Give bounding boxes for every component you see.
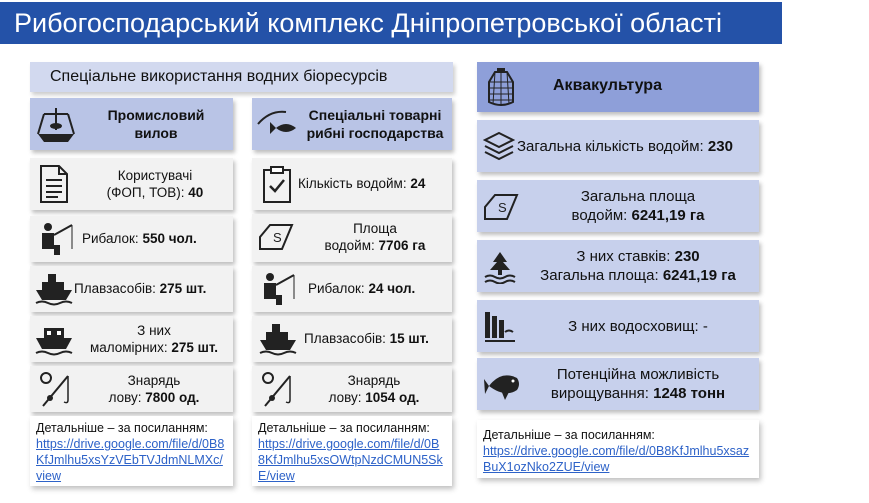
users-card xyxy=(30,158,233,210)
users-value: 40 xyxy=(188,185,204,200)
aquaculture-title: Аквакультура xyxy=(553,77,662,94)
industrial-link[interactable]: https://drive.google.com/file/d/0B8KfJmlhu5xsYzVEbTVJdmNLMXc/view xyxy=(36,437,225,483)
fishing-rod-icon xyxy=(38,370,74,408)
fishers-card xyxy=(30,216,233,262)
small-vessels-value: 275 шт. xyxy=(171,340,219,355)
special-farms-card xyxy=(252,98,452,150)
vessels-label: Плавзасобів: xyxy=(74,281,156,296)
industrial-link-box xyxy=(30,416,233,486)
ship-icon xyxy=(258,322,298,356)
industrial-fishing-title: Промисловий вилов xyxy=(107,107,205,141)
farms-link-box xyxy=(252,416,452,486)
layers-icon xyxy=(483,130,515,162)
gear-label: Знарядь xyxy=(127,373,181,388)
total-area-label: Загальна площа xyxy=(580,188,696,205)
farms-fishers-value: 24 чол. xyxy=(368,281,416,296)
fishers-value: 550 чол. xyxy=(142,231,197,246)
aquaculture-link-box xyxy=(477,420,759,478)
fisherman-icon xyxy=(258,271,298,307)
small-boat-icon xyxy=(34,322,74,356)
vessels-value: 275 шт. xyxy=(159,281,207,296)
ponds-area-value: 6241,19 га xyxy=(662,267,736,284)
ponds-area-label: Загальна площа: xyxy=(540,267,659,284)
farms-fishers-card xyxy=(252,266,452,312)
farms-area-label2: водойм: xyxy=(324,238,375,253)
ponds-count-label: Кількість водойм: xyxy=(298,176,407,191)
ponds-count-value: 24 xyxy=(410,176,426,191)
total-ponds-card xyxy=(477,120,759,172)
total-ponds-value: 230 xyxy=(707,138,733,155)
total-area-card xyxy=(477,180,759,232)
ponds-value: 230 xyxy=(674,248,700,265)
fishers-label: Рибалок: xyxy=(82,231,139,246)
small-vessels-label: З них xyxy=(137,323,171,338)
document-icon xyxy=(38,164,70,204)
reservoirs-label: З них водосховищ: - xyxy=(568,318,708,335)
industrial-more-text: Детальніше – за посиланням: xyxy=(36,421,208,435)
aquaculture-more-text: Детальніше – за посиланням: xyxy=(483,428,655,442)
dam-icon xyxy=(483,310,517,344)
ponds-count-card xyxy=(252,158,452,210)
industrial-fishing-card xyxy=(30,98,233,150)
gear-label2: лову: xyxy=(108,390,142,405)
reservoirs-card xyxy=(477,300,759,352)
farms-link[interactable]: https://drive.google.com/file/d/0B8KfJmlhu5xsOWtpNzdCMUN5SkE/view xyxy=(258,437,443,483)
fish-icon xyxy=(483,368,523,402)
fishing-boat-icon xyxy=(34,104,78,144)
potential-label2: вирощування: xyxy=(550,385,649,402)
ship-icon xyxy=(34,272,74,306)
farms-gear-card xyxy=(252,366,452,412)
farms-gear-label: Знарядь xyxy=(347,373,401,388)
area-icon xyxy=(483,192,519,222)
gear-value: 7800 од. xyxy=(145,390,200,405)
svg-text:S: S xyxy=(498,200,507,215)
fishing-rod-icon xyxy=(260,370,296,408)
ponds-label: З них ставків: xyxy=(576,248,671,265)
farms-fishers-label: Рибалок: xyxy=(308,281,365,296)
users-sub: (ФОП, ТОВ): xyxy=(106,185,185,200)
total-area-label2: водойм: xyxy=(571,207,628,224)
farms-vessels-label: Плавзасобів: xyxy=(304,331,386,346)
farms-vessels-value: 15 шт. xyxy=(389,331,429,346)
aquaculture-link[interactable]: https://drive.google.com/file/d/0B8KfJmlhu5xsazBuX1ozNko2ZUE/view xyxy=(483,444,750,474)
farms-area-card xyxy=(252,214,452,262)
users-label: Користувачі xyxy=(117,168,193,183)
fisherman-icon xyxy=(36,221,76,257)
potential-value: 1248 тонн xyxy=(653,385,726,402)
special-use-header: Спеціальне використання водних біоресурсів xyxy=(30,62,453,92)
small-vessels-card xyxy=(30,316,233,362)
farms-area-label: Площа xyxy=(353,221,397,236)
tree-water-icon xyxy=(483,250,517,284)
potential-card xyxy=(477,358,759,410)
farms-more-text: Детальніше – за посиланням: xyxy=(258,421,430,435)
total-area-value: 6241,19 га xyxy=(631,207,705,224)
vessels-card xyxy=(30,266,233,312)
potential-label: Потенційна можливість xyxy=(556,366,720,383)
ponds-card xyxy=(477,240,759,292)
checklist-icon xyxy=(262,166,292,204)
farms-area-value: 7706 га xyxy=(378,238,426,253)
gear-card xyxy=(30,366,233,412)
area-icon xyxy=(258,222,294,252)
special-farms-title: Спеціальні товарні рибні господарства xyxy=(306,107,444,141)
farms-vessels-card xyxy=(252,316,452,362)
total-ponds-label: Загальна кількість водойм: xyxy=(517,138,704,155)
aquaculture-card xyxy=(477,62,759,112)
page-title: Рибогосподарський комплекс Дніпропетровської області xyxy=(0,2,782,44)
small-vessels-label2: маломірних: xyxy=(89,340,168,355)
fish-hook-icon xyxy=(256,106,300,142)
farms-gear-label2: лову: xyxy=(328,390,362,405)
svg-text:S: S xyxy=(273,230,282,245)
farms-gear-value: 1054 од. xyxy=(365,390,420,405)
fish-trap-icon xyxy=(485,66,517,108)
